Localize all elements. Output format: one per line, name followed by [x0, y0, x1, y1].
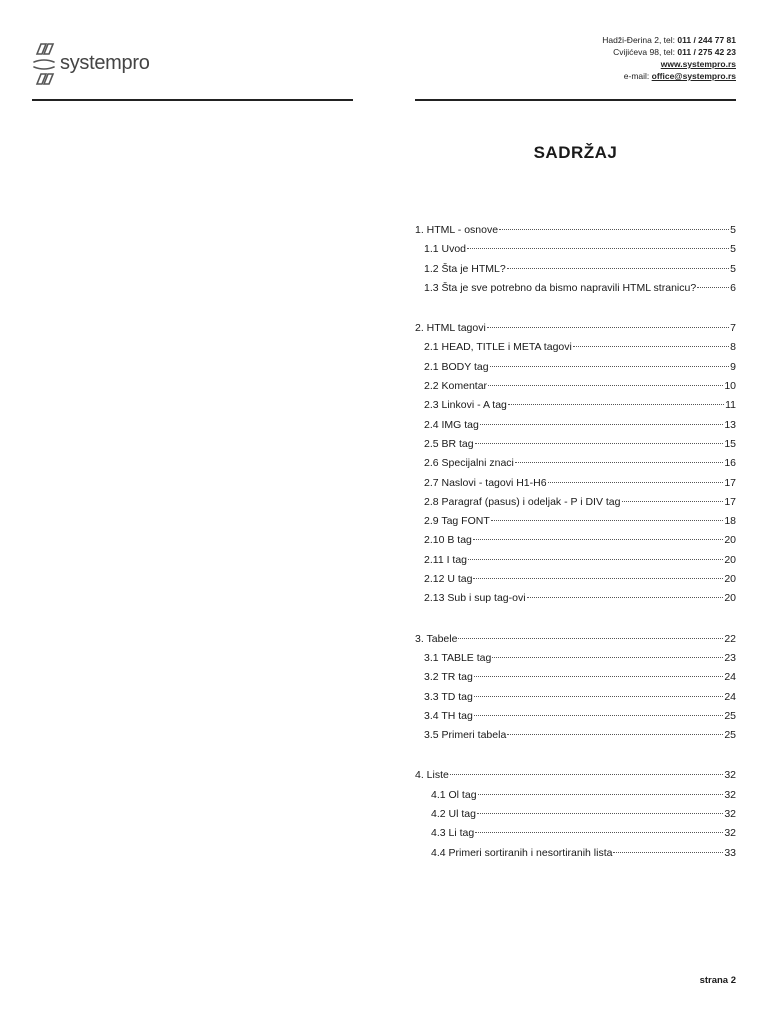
toc-entry-page: 17	[724, 495, 736, 508]
toc-entry-page: 8	[730, 341, 736, 354]
toc-leader-dots	[515, 452, 723, 463]
toc-entry-page: 5	[730, 262, 736, 275]
toc-leader-dots	[475, 822, 723, 833]
toc-entry-label: 2.10 B tag	[424, 534, 472, 547]
header-rule-right	[415, 99, 736, 101]
toc-entry-page: 15	[724, 437, 736, 450]
toc-entry-page: 32	[724, 808, 736, 821]
toc-leader-dots	[473, 568, 723, 579]
email-line: e-mail: office@systempro.rs	[623, 71, 736, 81]
toc-entry-label: 1.1 Uvod	[424, 243, 467, 256]
toc-entry-label: 2.6 Specijalni znaci	[424, 457, 514, 470]
toc-entry-page: 20	[724, 592, 736, 605]
toc-entry-label: 3.1 TABLE tag	[424, 651, 492, 664]
toc-entry-label: 4.2 Ul tag	[431, 808, 476, 821]
header-rule-left	[32, 99, 353, 101]
toc-entry-page: 13	[724, 418, 736, 431]
systempro-logo	[32, 40, 152, 88]
toc-leader-dots	[477, 803, 723, 814]
toc-entry-label: 3.4 TH tag	[424, 709, 473, 722]
toc-subsection-entry[interactable]	[415, 726, 736, 745]
toc-entry-page: 11	[725, 399, 736, 412]
table-of-contents	[415, 221, 736, 863]
toc-section-gap	[415, 745, 736, 766]
toc-leader-dots	[474, 666, 723, 677]
toc-entry-page: 32	[724, 827, 736, 840]
toc-entry-label: 4.3 Li tag	[431, 827, 475, 840]
toc-entry-page: 32	[724, 769, 736, 782]
toc-subsection-entry[interactable]	[415, 589, 736, 608]
toc-entry-page: 32	[724, 788, 736, 801]
toc-leader-dots	[473, 529, 723, 540]
toc-leader-dots	[450, 764, 723, 775]
toc-leader-dots	[527, 587, 724, 598]
toc-leader-dots	[697, 277, 729, 288]
toc-entry-label: 2.9 Tag FONT	[424, 515, 490, 528]
toc-entry-label: 3.3 TD tag	[424, 690, 473, 703]
toc-entry-label: 2.11 I tag	[424, 553, 468, 566]
toc-leader-dots	[475, 433, 724, 444]
toc-entry-page: 24	[724, 671, 736, 684]
toc-entry-label: 2. HTML tagovi	[415, 322, 486, 335]
toc-subsection-entry[interactable]	[415, 260, 736, 279]
toc-section-gap	[415, 298, 736, 319]
toc-entry-page: 33	[724, 846, 736, 859]
toc-entry-label: 2.4 IMG tag	[424, 418, 479, 431]
logo-mark-icon	[32, 40, 58, 90]
toc-entry-page: 20	[724, 534, 736, 547]
toc-entry-label: 2.2 Komentar	[424, 380, 488, 393]
toc-entry-page: 24	[724, 690, 736, 703]
brand-name: systempro	[60, 52, 150, 74]
toc-leader-dots	[478, 784, 724, 795]
toc-leader-dots	[487, 317, 729, 328]
toc-entry-label: 2.12 U tag	[424, 573, 473, 586]
email-link[interactable]: office@systempro.rs	[651, 71, 736, 81]
toc-entry-page: 18	[724, 515, 736, 528]
toc-entry-page: 6	[730, 281, 736, 294]
toc-leader-dots	[507, 724, 723, 735]
toc-entry-page: 17	[724, 476, 736, 489]
contact-line: Hadži-Đerina 2, tel: 011 / 244 77 81	[602, 35, 736, 45]
toc-entry-label: 3. Tabele	[415, 632, 458, 645]
toc-leader-dots	[573, 336, 729, 347]
toc-leader-dots	[474, 686, 723, 697]
toc-entry-label: 2.1 HEAD, TITLE i META tagovi	[424, 341, 572, 354]
toc-entry-page: 25	[724, 709, 736, 722]
toc-leader-dots	[508, 394, 724, 405]
toc-entry-label: 1. HTML - osnove	[415, 224, 499, 236]
toc-leader-dots	[492, 647, 723, 658]
toc-entry-label: 2.8 Paragraf (pasus) i odeljak - P i DIV tag	[424, 495, 621, 508]
toc-entry-label: 2.13 Sub i sup tag-ovi	[424, 592, 526, 605]
page-number: strana 2	[699, 975, 736, 986]
toc-entry-page: 10	[724, 380, 736, 393]
toc-leader-dots	[490, 356, 730, 367]
toc-entry-label: 3.5 Primeri tabela	[424, 729, 507, 742]
toc-entry-page: 22	[724, 632, 736, 645]
toc-entry-label: 3.2 TR tag	[424, 671, 473, 684]
contact-line: Cvijićeva 98, tel: 011 / 275 42 23	[613, 47, 736, 57]
toc-entry-page: 7	[730, 322, 736, 335]
toc-entry-label: 2.3 Linkovi - A tag	[424, 399, 507, 412]
toc-entry-page: 5	[730, 243, 736, 256]
toc-leader-dots	[468, 549, 723, 560]
toc-entry-label: 4. Liste	[415, 769, 449, 782]
toc-entry-page: 9	[730, 360, 736, 373]
toc-leader-dots	[480, 414, 723, 425]
website-link[interactable]: www.systempro.rs	[660, 59, 736, 69]
toc-entry-page: 20	[724, 553, 736, 566]
toc-entry-label: 2.5 BR tag	[424, 437, 474, 450]
toc-entry-page: 20	[724, 573, 736, 586]
toc-entry-label: 2.1 BODY tag	[424, 360, 489, 373]
toc-entry-label: 1.2 Šta je HTML?	[424, 262, 506, 275]
toc-leader-dots	[507, 258, 729, 269]
toc-leader-dots	[458, 628, 723, 639]
toc-entry-label: 2.7 Naslovi - tagovi H1-H6	[424, 476, 547, 489]
toc-leader-dots	[491, 510, 724, 521]
toc-entry-page: 16	[724, 457, 736, 470]
toc-leader-dots	[474, 705, 723, 716]
toc-leader-dots	[622, 491, 724, 502]
toc-entry-label: 4.4 Primeri sortiranih i nesortiranih lista	[431, 846, 613, 859]
toc-entry-page: 23	[724, 651, 736, 664]
toc-leader-dots	[548, 472, 724, 483]
toc-subsection-entry[interactable]	[415, 279, 736, 298]
toc-entry-page: 25	[724, 729, 736, 742]
toc-leader-dots	[488, 375, 723, 386]
toc-title: SADRŽAJ	[533, 143, 618, 162]
toc-entry-label: 1.3 Šta je sve potrebno da bismo napravili HTML stranicu?	[424, 281, 697, 294]
toc-section-gap	[415, 609, 736, 630]
contact-info	[602, 34, 736, 82]
toc-entry-page: 5	[730, 224, 736, 236]
toc-entry-label: 4.1 Ol tag	[431, 788, 477, 801]
toc-subsection-entry[interactable]	[415, 844, 736, 863]
toc-leader-dots	[499, 219, 729, 230]
toc-leader-dots	[613, 842, 723, 853]
toc-leader-dots	[467, 238, 729, 249]
